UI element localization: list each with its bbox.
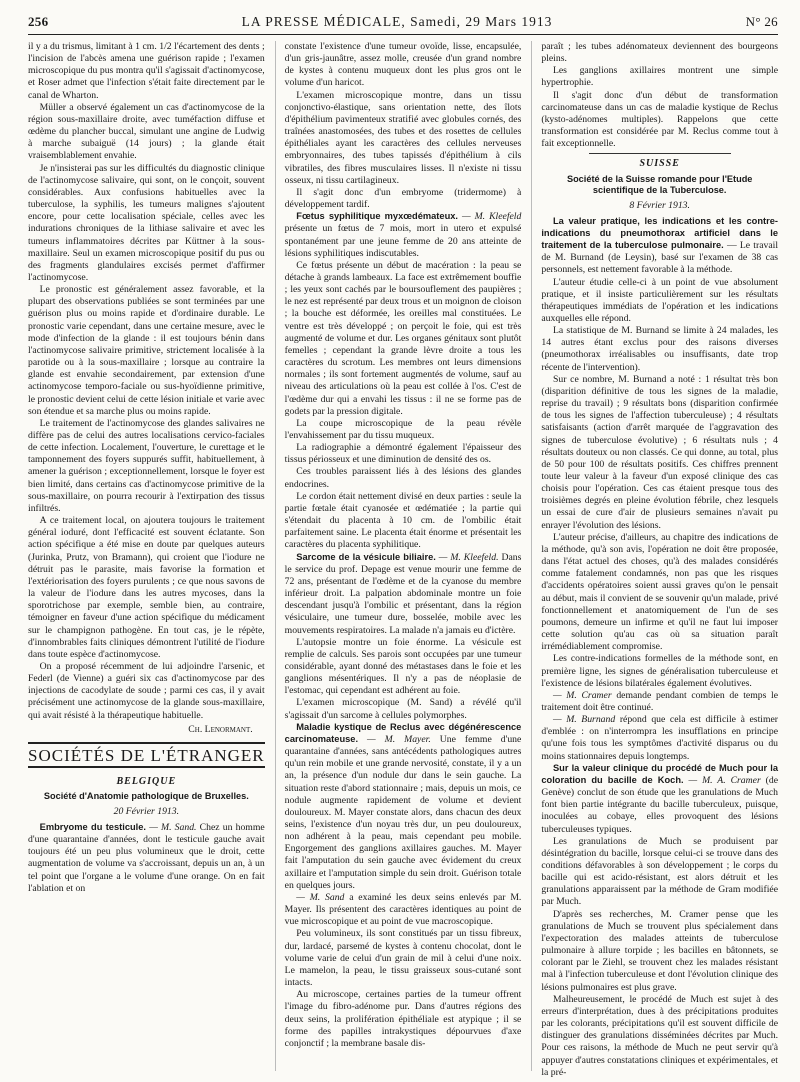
paragraph: (de Leysin), basé sur l'examen de 38 cas personnels, est nettement favorable à la méthode.: [541, 252, 779, 276]
communication-author: — M. Sand.: [149, 821, 197, 833]
paragraph: D'après ses recherches, M. Cramer pense que les granulations de Much se trouvent plus spécialement dans l'expectoration des malades atteints de tuberculose pulmonaire à allure torpide ; les bacilles en bâtonnets, se colorant par le Ziehl, se trouvent chez les malades résistant mal à l'infection tuberculeuse et dont l'évolution clinique des lésions pulmonaires est plus grave.: [541, 908, 779, 993]
paragraph: Le pronostic est généralement assez favorable, et la plupart des observations publiées se sont terminées par une guérison plus ou moins rapide et d'ordinaire durable. Le pronostic varie cependant, dans une certaine mesure, avec le mode d'infection de la glande : il est toujours bénin dans l'actinomycose salivaire primitive, strictement localisée à la parotide ou à la sous-maxillaire ; lorsque au contraire la glande est envahie secondairement, par extension d'une actinomycose temporo-faciale ou sus-hyoïdienne primitive, le pronostic devient celui de cette lésion initiale et varie avec son étendue et sa marche plus ou moins rapide.: [28, 284, 265, 417]
paragraph: répond que cela est difficile à estimer d'emblée : on n'interrompra les insufflations en principe qu'une fois tous les symptômes d'activité disparus ou du moins stationnaires depuis longtemps.: [541, 714, 779, 762]
paragraph: Les ganglions axillaires montrent une simple hypertrophie.: [541, 65, 779, 89]
communication-title: La valeur pratique, les indications et les contre-indications du pneumothorax artificiel dans le traitement de la tuberculose pulmonaire.: [541, 215, 779, 251]
country-heading: BELGIQUE: [116, 776, 177, 788]
paragraph: (de Genève) conclut de son étude que les granulations de Much font bien partie intégrante du bacille tuberculeux, puisque, inoculées au cobaye, elles provoquent des lésions tuberculeuses typiques.: [541, 774, 779, 835]
paragraph: demande pendant combien de temps le traitement doit être continué.: [541, 689, 779, 713]
paragraph: Malheureusement, le procédé de Much est sujet à des erreurs d'interprétation, dues à des précipitations produites par les colorants, précipitations qu'il est souvent difficile de distinguer des granulations disséminées décrites par Much. Pour ces raisons, la méthode de Much ne peut servir qu'à appuyer d'autres constatations cliniques et expérimentales, et la pré-: [541, 993, 779, 1078]
paragraph: a examiné les deux seins enlevés par M. Mayer. Ils présentent des caractères identiques au point de vue microscopique et au point de vue macroscopique.: [284, 891, 522, 928]
communication-author: — M. Kleefeld: [462, 211, 522, 223]
paragraph: Les contre-indications formelles de la méthode sont, en première ligne, les signes de généralisation tuberculeuse et l'existence de lésions bilatérales également évolutives.: [541, 653, 779, 689]
paragraph: Les granulations de Much se produisent par désintégration du bacille, lorsque celui-ci se trouve dans des conditions défavorables à son développement ; le corps du bacille qui est acido-résistant, est alors détruit et les granulations apparaissent par la méthode de Gram modifiée par Much.: [541, 835, 779, 908]
section-title: SOCIÉTÉS DE L'ÉTRANGER: [28, 742, 265, 768]
paragraph: L'auteur étudie celle-ci à un point de vue absolument pratique, et il insiste particulièrement sur les résultats thérapeutiques immédiats de l'opération et les indications auxquelles elle répond.: [541, 276, 779, 324]
country-heading: SUISSE: [639, 158, 680, 170]
paragraph: Je n'insisterai pas sur les difficultés du diagnostic clinique de l'actinomycose salivaire, qui sont, on le conçoit, souvent considérables. Aux confusions habituelles avec la tuberculose, la syphilis, les tumeurs malignes s'ajoutent encore, pour cette localisation spéciale, celles avec les indurations chroniques de la lithiase salivaire et avec les tumeurs inflammatoires décrites par Küttner à la sous-maxillaire. Seul un examen microscopique positif du pus ou des fragments glandulaires excisés permet d'affirmer l'actinomycose.: [28, 162, 265, 283]
paragraph: La coupe microscopique de la peau révèle l'envahissement par du tissu muqueux.: [284, 417, 522, 441]
paragraph: La radiographie a démontré également l'épaisseur des tissus périosseux et une diminution de densité des os.: [284, 442, 522, 466]
author-signature: Ch. Lenormant.: [188, 723, 253, 735]
communication-author: — M. Kleefeld.: [438, 551, 499, 563]
paragraph: Chez un homme d'une quarantaine d'années, dont le testicule gauche avait toujours été un peu plus volumineux que le droit, cette augmentation de volume va s'accroissant, depuis un an, à un tel point que l'organe a le volume d'une orange. On en fait l'ablation et on: [28, 821, 265, 894]
communication-title: Maladie kystique de Reclus avec dégénérescence carcinomateuse.: [284, 721, 522, 744]
communication-title: Fœtus syphilitique myxœdémateux.: [296, 211, 459, 222]
paragraph: L'examen microscopique montre, dans un tissu conjonctivo-élastique, sans orientation nette, des îlots d'épithélium pavimenteux stratifié avec globules cornés, des traînées anastomosées, des tubes et des rosettes de cellules épithéliales ayant les caractères des cellules nerveuses embryonnaires, des tubes tapissés d'épithélium à cils vibratiles, des fibres musculaires lisses. Il n'existe ni tissu osseux, ni tissu cartilagineux.: [284, 89, 522, 186]
paragraph: A ce traitement local, on ajoutera toujours le traitement général ioduré, dont l'efficacité est souvent éclatante. Son action spécifique a été mise en doute par quelques auteurs (Jurinka, Prutz, von Bramann), qui croient que l'iodure ne détruit pas le parasite, mais favorise la formation et l'extériorisation des foyers purulents ; ce que nous savons de la valeur de l'iodure dans les autres mycoses, dans la sporotrichose par exemple, semble bien, au contraire, témoigner en faveur d'une action spécifique du médicament sur le champignon pathogène. En tout cas, je le répète, d'innombrables faits cliniques démontrent l'utilité de l'iodure dans toute espèce d'actinomycose.: [28, 515, 265, 660]
paragraph: La statistique de M. Burnand se limite à 24 malades, les 14 autres étant exclus pour des raisons diverses (pneumothorax irréalisables ou insuffisants, date trop récente de l'intervention).: [541, 325, 779, 373]
communication-author: — M. Sand: [296, 891, 345, 903]
paragraph: présente un fœtus de 7 mois, mort in utero et expulsé spontanément par une jeune femme de 20 ans atteinte de lésions syphilitiques indiscutables.: [284, 223, 522, 259]
column-3: [531, 41, 779, 1078]
paragraph: On a proposé récemment de lui adjoindre l'arsenic, et Federl (de Vienne) a guéri six cas d'actinomycose par des injections de cacodylate de soude ; parmi ces cas, il y avait précisément une actinomycose de la glande sous-maxillaire, qui avait résisté à la thérapeutique habituelle.: [28, 660, 265, 721]
communication-author: — M. Cramer: [552, 689, 612, 701]
header-rule: [28, 34, 778, 35]
paragraph: Il s'agit donc d'un embryome (tridermome) à développement tardif.: [284, 186, 522, 211]
paragraph: Müller a observé également un cas d'actinomycose de la région sous-maxillaire droite, avec tuméfaction diffuse et œdème du plancher buccal, simulant une angine de Ludwig à marche subaiguë (14 jours) ; la glande était vraisemblablement envahie.: [28, 101, 265, 162]
column-2: [275, 41, 522, 1071]
paragraph: il y a du trismus, limitant à 1 cm. 1/2 l'écartement des dents ; l'incision de l'abcès amena une guérison rapide ; l'examen microscopique du pus montra qu'il s'agissait d'actinomycose, et Roser admet que l'infection s'était faite directement par le canal de Wharton.: [28, 41, 265, 101]
paragraph: Au microscope, certaines parties de la tumeur offrent l'image du fibro-adénome pur. Dans d'autres régions des deux seins, la prolifération épithéliale est atypique ; il se forme des papilles intrakystiques dépourvues d'axe conjonctif ; la membrane basale dis-: [284, 989, 522, 1049]
journal-title: LA PRESSE MÉDICALE, Samedi, 29 Mars 1913: [241, 14, 553, 29]
paragraph: Ce fœtus présente un début de macération : la peau se détache à grands lambeaux. La face est extrêmement bouffie ; les yeux sont cachés par le boursouflement des paupières ; le nez est représenté par deux trous et un moignon de cloison ; la bouche est déformée, les oreilles mal constituées. Le ventre est très développé ; on perçoit le foie, qui est très augmenté de volume et dur. Les organes génitaux sont plutôt femelles ; cependant la grande lèvre droite a tous les caractères du scrotum. Les membres ont leurs dimensions normales ; ils sont fortement augmentés de volume, sauf au niveau des articulations où la peau est collée à l'os. C'est de l'œdème dur qui a envahi les tissus : il ne se forme pas de godets par la pression digitale.: [284, 259, 522, 417]
columns: [28, 41, 779, 1078]
issue-number: N° 26: [745, 14, 778, 29]
page-header: [28, 14, 778, 30]
paragraph: Il s'agit donc d'un début de transformation carcinomateuse dans un cas de maladie kystique de Reclus (kysto-adénomes multiples). Rappelons que cette transformation est considérée par M. Reclus comme tout à fait exceptionnelle.: [541, 89, 779, 150]
column-1: [28, 41, 265, 1071]
paragraph: Le cordon était nettement divisé en deux parties : seule la partie fœtale était cyanosée et œdématiée ; la partie qui s'étendait du placenta à 10 cm. de l'ombilic était parfaitement saine. Le placenta était énorme et présentait les caractères du placenta syphilitique.: [284, 490, 522, 551]
communication-title: Sarcome de la vésicule biliaire.: [296, 551, 436, 562]
society-heading: Société d'Anatomie pathologique de Bruxelles.: [43, 791, 249, 802]
paragraph: constate l'existence d'une tumeur ovoïde, lisse, encapsulée, d'un gris-jaunâtre, assez molle, creusée d'un grand nombre de kystes à contenu muqueux dont les plus gros ont le volume d'un haricot.: [284, 41, 522, 89]
communication-title: Embryome du testicule.: [39, 821, 147, 832]
communication-author: — M. Burnand: [552, 714, 616, 726]
paragraph: Une femme d'une quarantaine d'années, sans antécédents pathologiques autres qu'un rein mobile et une grande nervosité, constate, il y a un an, la présence d'un nodule dur dans le sein gauche. La situation reste d'abord stationnaire ; mais, depuis un mois, ce nodule augmente rapidement de volume et devient douloureux. M. Mayer constate alors, dans chacun des deux seins, l'existence d'un noyau très dur, un peu douloureux, non adhérent à la peau, mais cependant peu mobile. Engorgement des ganglions axillaires gauches. M. Mayer fait l'amputation du sein gauche avec évidement du creux axillaire et l'amputation simple du sein droit. Guérison totale en quelques jours.: [284, 733, 522, 891]
paragraph: Dans le service du prof. Depage est venue mourir une femme de 72 ans, présentant de l'œdème et de la cyanose du membre inférieur droit. La palpation abdominale montre un foie descendant jusqu'à l'ombilic et présentant, dans la région vésiculaire, une tumeur dure, bosselée, mobile avec les mouvements respiratoires. La malade n'a jamais eu d'ictère.: [284, 551, 522, 636]
session-date: 20 Février 1913.: [113, 805, 180, 817]
paragraph: Sur ce nombre, M. Burnand a noté : 1 résultat très bon (disparition définitive de tous les signes de la maladie, reprise du travail) ; 9 résultats bons (disparition confirmée de tous les signes de l'affection tuberculeuse) ; 4 résultats satisfaisants (action d'arrêt marquée de l'aggravation des signes de tuberculose évolutive) ; 6 résultats nuls ; 4 résultats douteux ou non classés. Ce qui donne, au total, plus de 50 pour 100 de résultats positifs. Ces chiffres prennent toute leur valeur à la faveur d'un exposé clinique des cas choisis pour l'opération. Ces cas étaient presque tous des troisièmes degrés en pleine évolution fébrile, chez lesquels un essai de cure d'air de plusieurs semaines n'avait pu enrayer l'évolution des lésions.: [541, 373, 779, 531]
society-heading: Société de la Suisse romande pour l'Etude scientifique de la Tuberculose.: [566, 173, 753, 196]
page-number: 256: [28, 14, 49, 29]
communication-author: — M. A. Cramer: [688, 774, 761, 786]
paragraph: paraît ; les tubes adénomateux deviennent des bourgeons pleins.: [541, 41, 779, 65]
paragraph: Ces troubles paraissent liés à des lésions des glandes endocrines.: [284, 466, 522, 490]
communication-author: — M. Mayer.: [367, 733, 431, 745]
paragraph: L'examen microscopique (M. Sand) a révélé qu'il s'agissait d'un sarcome à cellules polymorphes.: [284, 697, 522, 721]
paragraph: L'autopsie montre un foie énorme. La vésicule est remplie de calculs. Ses parois sont occupées par une tumeur considérable, ayant donné des métastases dans le foie et les ganglions mésentériques. Il n'y a pas de néoplasie de l'estomac, qui cependant est adhérent au foie.: [284, 636, 522, 697]
session-date: 8 Février 1913.: [629, 199, 690, 211]
paragraph: Peu volumineux, ils sont constitués par un tissu fibreux, dur, lardacé, parsemé de kystes à contenu chocolat, dont le volume varie de celui d'un grain de mil à celui d'une noix. Le mamelon, la peau, le tissu graisseux sous-cutané sont intacts.: [284, 928, 522, 989]
communication-author: — Le travail de M. Burnand: [541, 240, 779, 264]
paragraph: L'auteur précise, d'ailleurs, au chapitre des indications de la méthode, qu'à son avis, l'opération ne doit être proposée, dans l'état actuel des choses, qu'à des malades considérés comme fatalement condamnés, non pas que les risques d'accidents opératoires soient aussi graves qu'on le pensait au début, mais il convient de se souvenir qu'un malade, privé fonctionnellement et anatomiquement de l'un de ses poumons, demeure un infirme et qu'il ne faut lui imposer cette solution qu'au cas où sa situation paraît irrémédiablement compromise.: [541, 531, 779, 653]
paragraph: Le traitement de l'actinomycose des glandes salivaires ne diffère pas de celui des autres localisations cervico-faciales de cette infection. Localement, l'ouverture, le curettage et le tamponnement des foyers suppurés suffit, habituellement, à amener la guérison ; exceptionnellement, lorsque le foyer est bien limité, dans certains cas d'actinomycose primitive de la sous-maxillaire, on pourra recourir à l'extirpation des tissus infiltrés.: [28, 417, 265, 514]
communication-title: Sur la valeur clinique du procédé de Much pour la coloration du bacille de Koch.: [541, 762, 779, 785]
section-divider: [589, 153, 731, 154]
